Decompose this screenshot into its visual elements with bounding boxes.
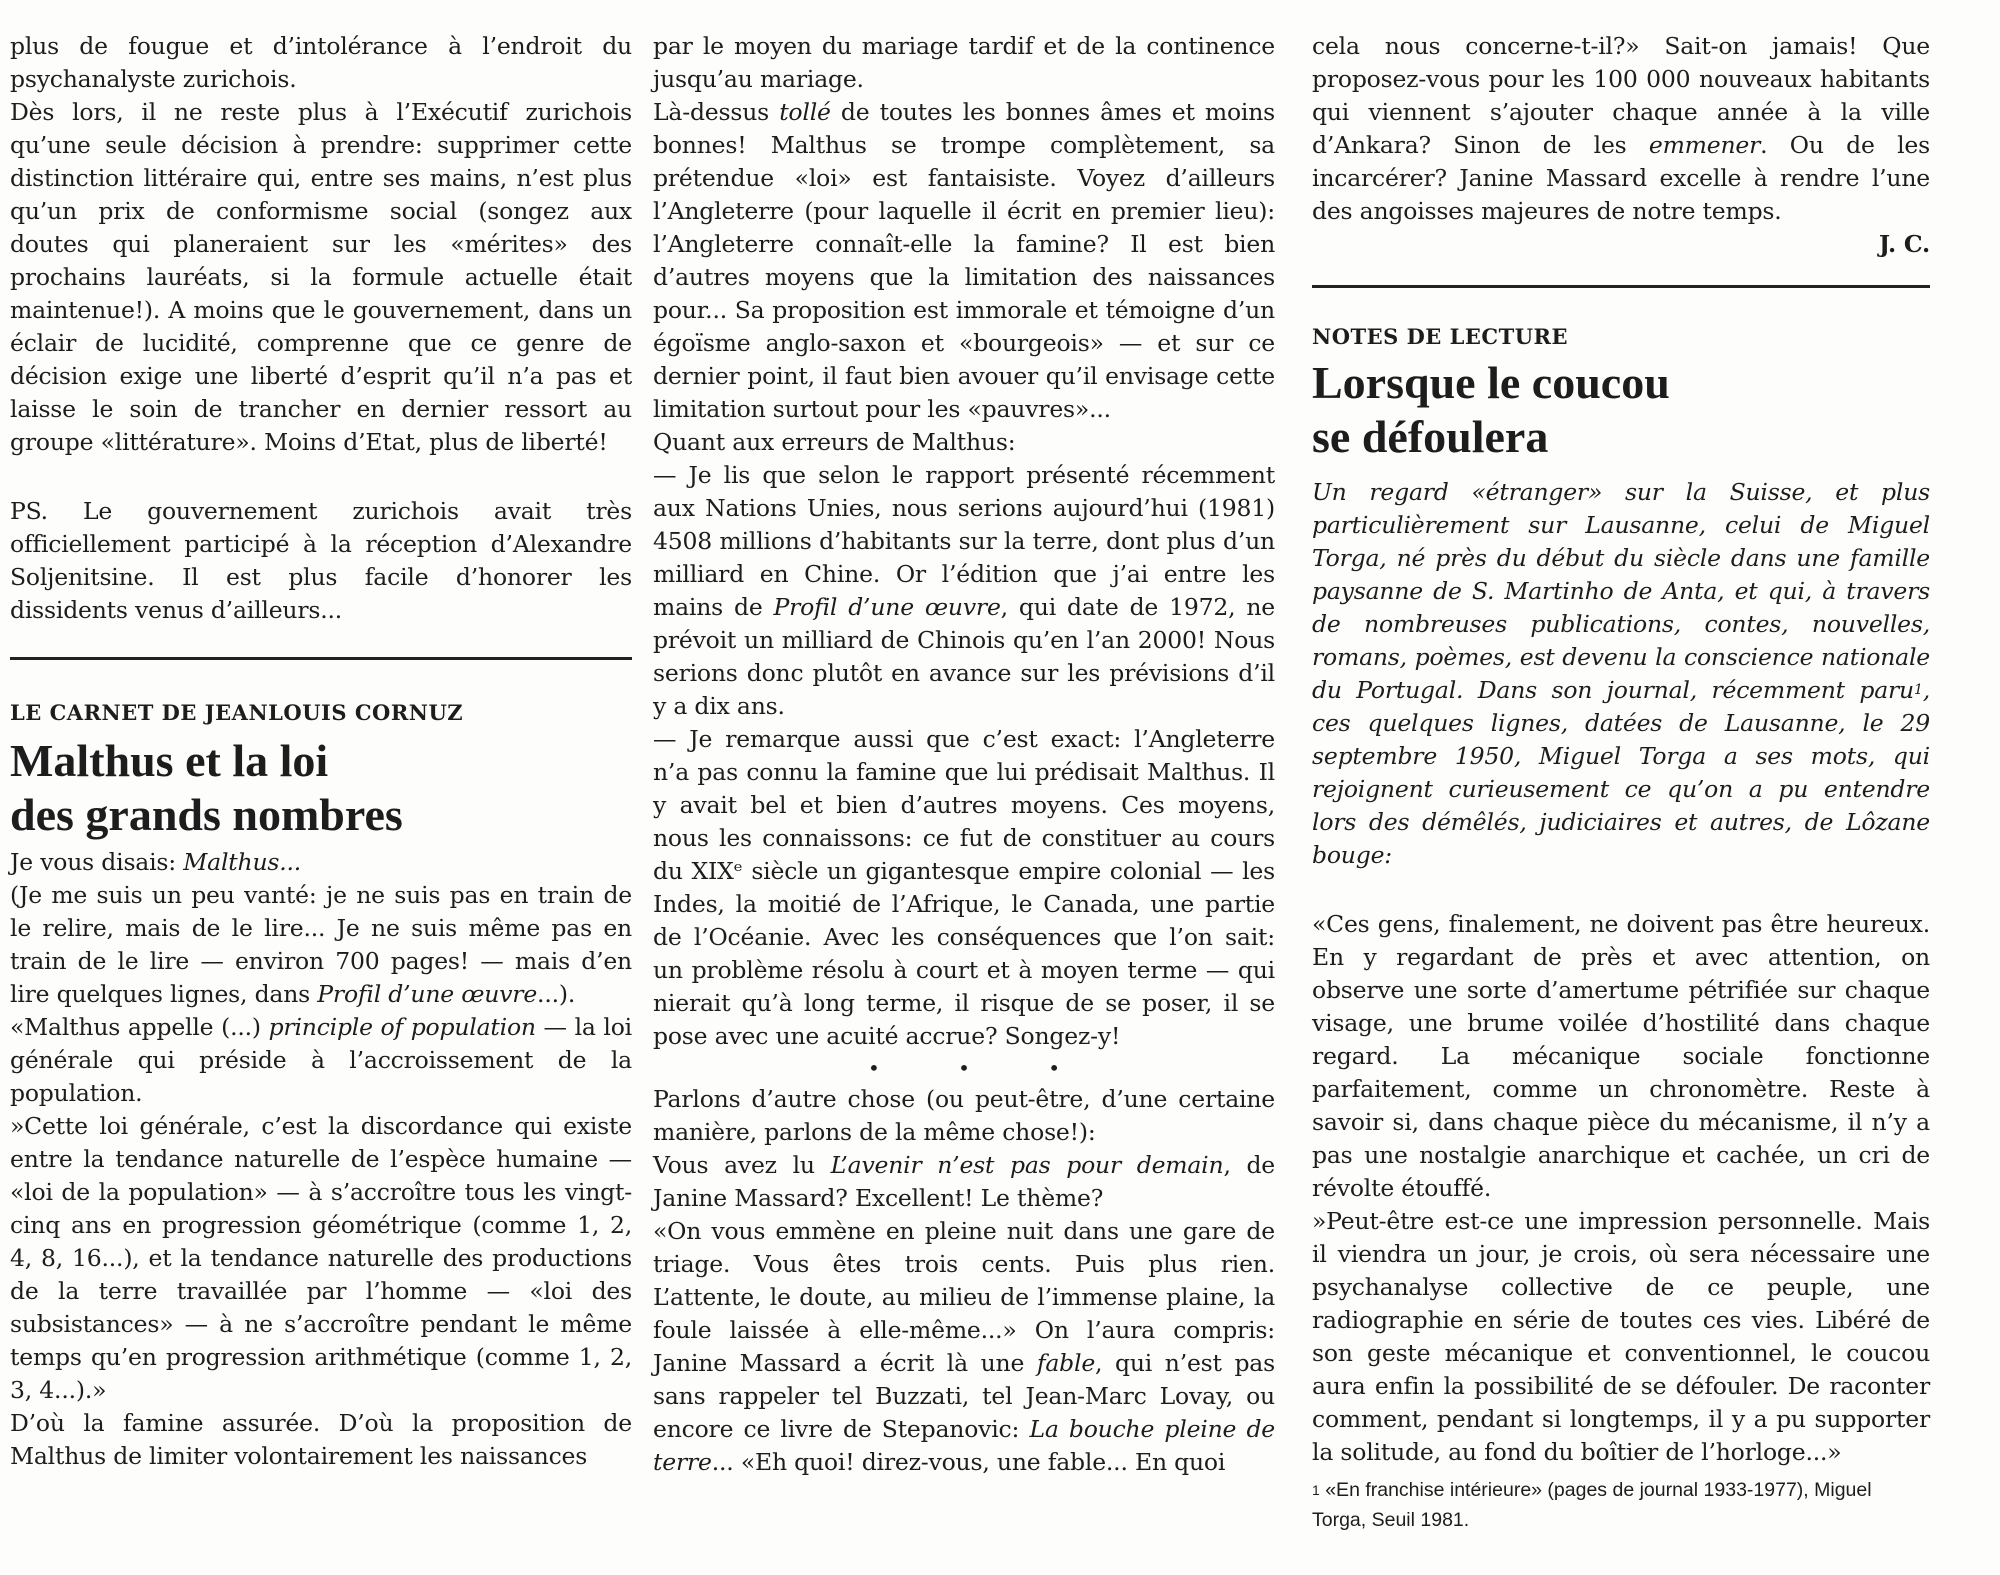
text: Je vous disais: — [10, 848, 184, 876]
italic-text: fable — [1036, 1349, 1096, 1377]
text: , qui date de 1972, ne prévoit un milliard de Chinois qu’en l’an 2000! Nous serions donc plutôt en avance sur les prévisions d’il y a dix ans. — [653, 593, 1275, 720]
italic-text: Profil d’une œuvre — [317, 980, 538, 1008]
paragraph — [653, 96, 1275, 426]
paragraph: — Je remarque aussi que c’est exact: l’Angleterre n’a pas connu la famine que lui prédisait Malthus. Il y avait bel et bien d’autres moyens. Ces moyens, nous les connaissons: ce fut de constituer au cours du XIXᵉ siècle un gigantesque empire colonial — les Indes, la moitié de l’Afrique, le Canada, une partie de l’Océanie. Avec les conséquences que l’on sait: un problème résolu à court et à moyen terme — qui nierait qu’à long terme, il risque de se poser, il se pose avec une acuité accrue? Songez-y! — [653, 725, 1275, 1050]
text: Un regard «étranger» sur la Suisse, et plus particulièrement sur Lausanne, celui de Miguel Torga, né près du début du siècle dans une famille paysanne de S. Martinho de Anta, et qui, à travers de nombreuses publications, contes, nouvelles, romans, poèmes, est devenu la conscience nationale du Portugal. Dans son journal, récemment paru — [1312, 478, 1930, 704]
footnote — [1312, 1475, 1930, 1535]
text: , qui n’est pas sans rappeler tel Buzzati, tel Jean-Marc Lovay, ou encore ce livre de Stepanovic: — [653, 1349, 1275, 1443]
column-kicker: LE CARNET DE JEANLOUIS CORNUZ — [10, 700, 464, 725]
footnote-text: «En franchise intérieure» (pages de journal 1933-1977), Miguel Torga, Seuil 1981. — [1312, 1479, 1872, 1531]
paragraph — [653, 459, 1275, 723]
italic-text: principle of population — [268, 1013, 536, 1041]
paragraph: plus de fougue et d’intolérance à l’endroit du psychanalyste zurichois. — [10, 32, 632, 93]
text: (Je me suis un peu vanté: je ne suis pas en train de le relire, mais de le lire... Je ne suis même pas en train de le lire — environ 700 pages! — mais d’en lire quelques lignes, dans — [10, 881, 632, 1008]
text: «On vous emmène en pleine nuit dans une gare de triage. Vous êtes trois cents. Puis plus rien. L’attente, le doute, au milieu de l’immense plaine, la foule laissée à elle-même...» On l’aura compris: Janine Massard a écrit là une — [653, 1217, 1275, 1377]
column-1 — [10, 30, 632, 1473]
italic-text: La bouche pleine de terre — [653, 1415, 1275, 1476]
italic-text: Malthus... — [183, 848, 302, 876]
column-kicker: NOTES DE LECTURE — [1312, 324, 1569, 349]
paragraph — [10, 1011, 632, 1110]
column-3 — [1312, 30, 1930, 1535]
text: cela nous concerne-t-il?» Sait-on jamais! Que proposez-vous pour les 100 000 nouveaux habitants qui viennent s’ajouter chaque année à la ville d’Ankara? Sinon de les — [1312, 32, 1930, 159]
quote-paragraph: «Ces gens, finalement, ne doivent pas être heureux. En y regardant de près et avec attention, on observe une sorte d’amertume pétrifiée sur chaque visage, une brume voilée d’hostilité dans chaque regard. La mécanique sociale fonctionne parfaitement, comme un chronomètre. Reste à savoir si, dans chaque pièce du mécanisme, il n’y a pas une nostalgie anarchique et cachée, un cri de révolte étouffé. — [1312, 910, 1930, 1202]
text: ... «Eh quoi! direz-vous, une fable... En quoi — [711, 1448, 1226, 1476]
paragraph: D’où la famine assurée. D’où la proposition de Malthus de limiter volontairement les naissances — [10, 1409, 632, 1470]
text: . Ou de les incarcérer? Janine Massard excelle à rendre l’une des angoisses majeures de notre temps. — [1312, 131, 1930, 225]
italic-text: tollé — [779, 98, 831, 126]
author-signature: J. C. — [1878, 230, 1930, 258]
postscript: PS. Le gouvernement zurichois avait très officiellement participé à la réception d’Alexandre Soljenitsine. Il est plus facile d’honorer les dissidents venus d’ailleurs... — [10, 497, 632, 624]
footnote-marker: 1 — [1914, 682, 1923, 698]
column-2 — [653, 30, 1275, 1479]
paragraph: par le moyen du mariage tardif et de la continence jusqu’au mariage. — [653, 32, 1275, 93]
text: ...). — [537, 980, 576, 1008]
headline-line-1: Malthus et la loi — [10, 735, 329, 786]
paragraph — [1312, 30, 1930, 228]
signature-line — [1312, 228, 1930, 261]
article-intro — [1312, 476, 1930, 872]
italic-text: L’avenir n’est pas pour demain — [830, 1151, 1224, 1179]
headline-line-1: Lorsque le coucou — [1312, 357, 1670, 408]
headline-line-2: des grands nombres — [10, 789, 403, 840]
headline-line-2: se défoulera — [1312, 411, 1549, 462]
section-separator: • • • — [867, 1056, 1097, 1080]
paragraph — [10, 846, 632, 879]
text: de toutes les bonnes âmes et moins bonnes! Malthus se trompe complètement, sa prétendue «loi» est fantaisiste. Voyez d’ailleurs l’Angleterre (pour laquelle il écrit en premier lieu): l’Angleterre connaît-elle la famine? Il est bien d’autres moyens que la limitation des naissances pour... Sa proposition est immorale et témoigne d’un égoïsme anglo-saxon et «bourgeois» — et sur ce dernier point, il faut bien avouer qu’il envisage cette limitation surtout pour les «pauvres»... — [653, 98, 1275, 423]
paragraph: Quant aux erreurs de Malthus: — [653, 428, 1016, 456]
article-headline — [10, 734, 632, 842]
paragraph: Dès lors, il ne reste plus à l’Exécutif zurichois qu’une seule décision à prendre: supprimer cette distinction littéraire qui, entre ses mains, n’est plus qu’un prix de conformisme social (songez aux doutes qui planeraient sur les «mérites» des prochains lauréats, si la formule actuelle était maintenue!). A moins que le gouvernement, dans un éclair de lucidité, comprenne que ce genre de décision exige une liberté d’esprit qu’il n’a pas et laisse le soin de trancher en dernier ressort au groupe «littérature». Moins d’Etat, plus de liberté! — [10, 98, 632, 456]
text: Vous avez lu — [653, 1151, 831, 1179]
footnote-marker: 1 — [1312, 1482, 1320, 1498]
paragraph: Parlons d’autre chose (ou peut-être, d’une certaine manière, parlons de la même chose!): — [653, 1085, 1275, 1146]
paragraph: »Cette loi générale, c’est la discordance qui existe entre la tendance naturelle de l’espèce humaine — «loi de la population» — à s’accroître tous les vingt-cinq ans en progression géométrique (comme 1, 2, 4, 8, 16...), et la tendance naturelle des productions de la terre travaillée par l’homme — «loi des subsistances» — à ne s’accroître pendant le même temps qu’en progression arithmétique (comme 1, 2, 3, 4...).» — [10, 1112, 632, 1404]
text: «Malthus appelle (...) — [10, 1013, 269, 1041]
text: — la loi générale qui préside à l’accroissement de la population. — [10, 1013, 632, 1107]
italic-text: Profil d’une œuvre — [773, 593, 1001, 621]
quote-paragraph: »Peut-être est-ce une impression personnelle. Mais il viendra un jour, je crois, où sera nécessaire une psychanalyse collective de ce peuple, une radiographie en série de toutes ces vies. Libéré de son geste mécanique et conventionnel, le coucou aura enfin la possibilité de se défouler. De raconter comment, pendant si longtemps, il y a pu supporter la solitude, au fond du boîtier de l’horloge...» — [1312, 1207, 1930, 1466]
paragraph — [10, 879, 632, 1011]
article-headline — [1312, 356, 1930, 464]
text: , de Janine Massard? Excellent! Le thème? — [653, 1151, 1275, 1212]
paragraph — [653, 1149, 1275, 1215]
text: , ces quelques lignes, datées de Lausanne, le 29 septembre 1950, Miguel Torga a ses mots, qui rejoignent curieusement ce qu’on a pu entendre lors des démêlés, judiciaires et autres, de Lôzane bouge: — [1312, 676, 1930, 869]
text: Là-dessus — [653, 98, 780, 126]
text: — Je lis que selon le rapport présenté récemment aux Nations Unies, nous serions aujourd’hui (1981) 4508 millions d’habitants sur la terre, dont plus d’un milliard en Chine. Or l’édition que j’ai entre les mains de — [653, 461, 1275, 621]
italic-text: emmener — [1648, 131, 1761, 159]
paragraph — [653, 1215, 1275, 1479]
